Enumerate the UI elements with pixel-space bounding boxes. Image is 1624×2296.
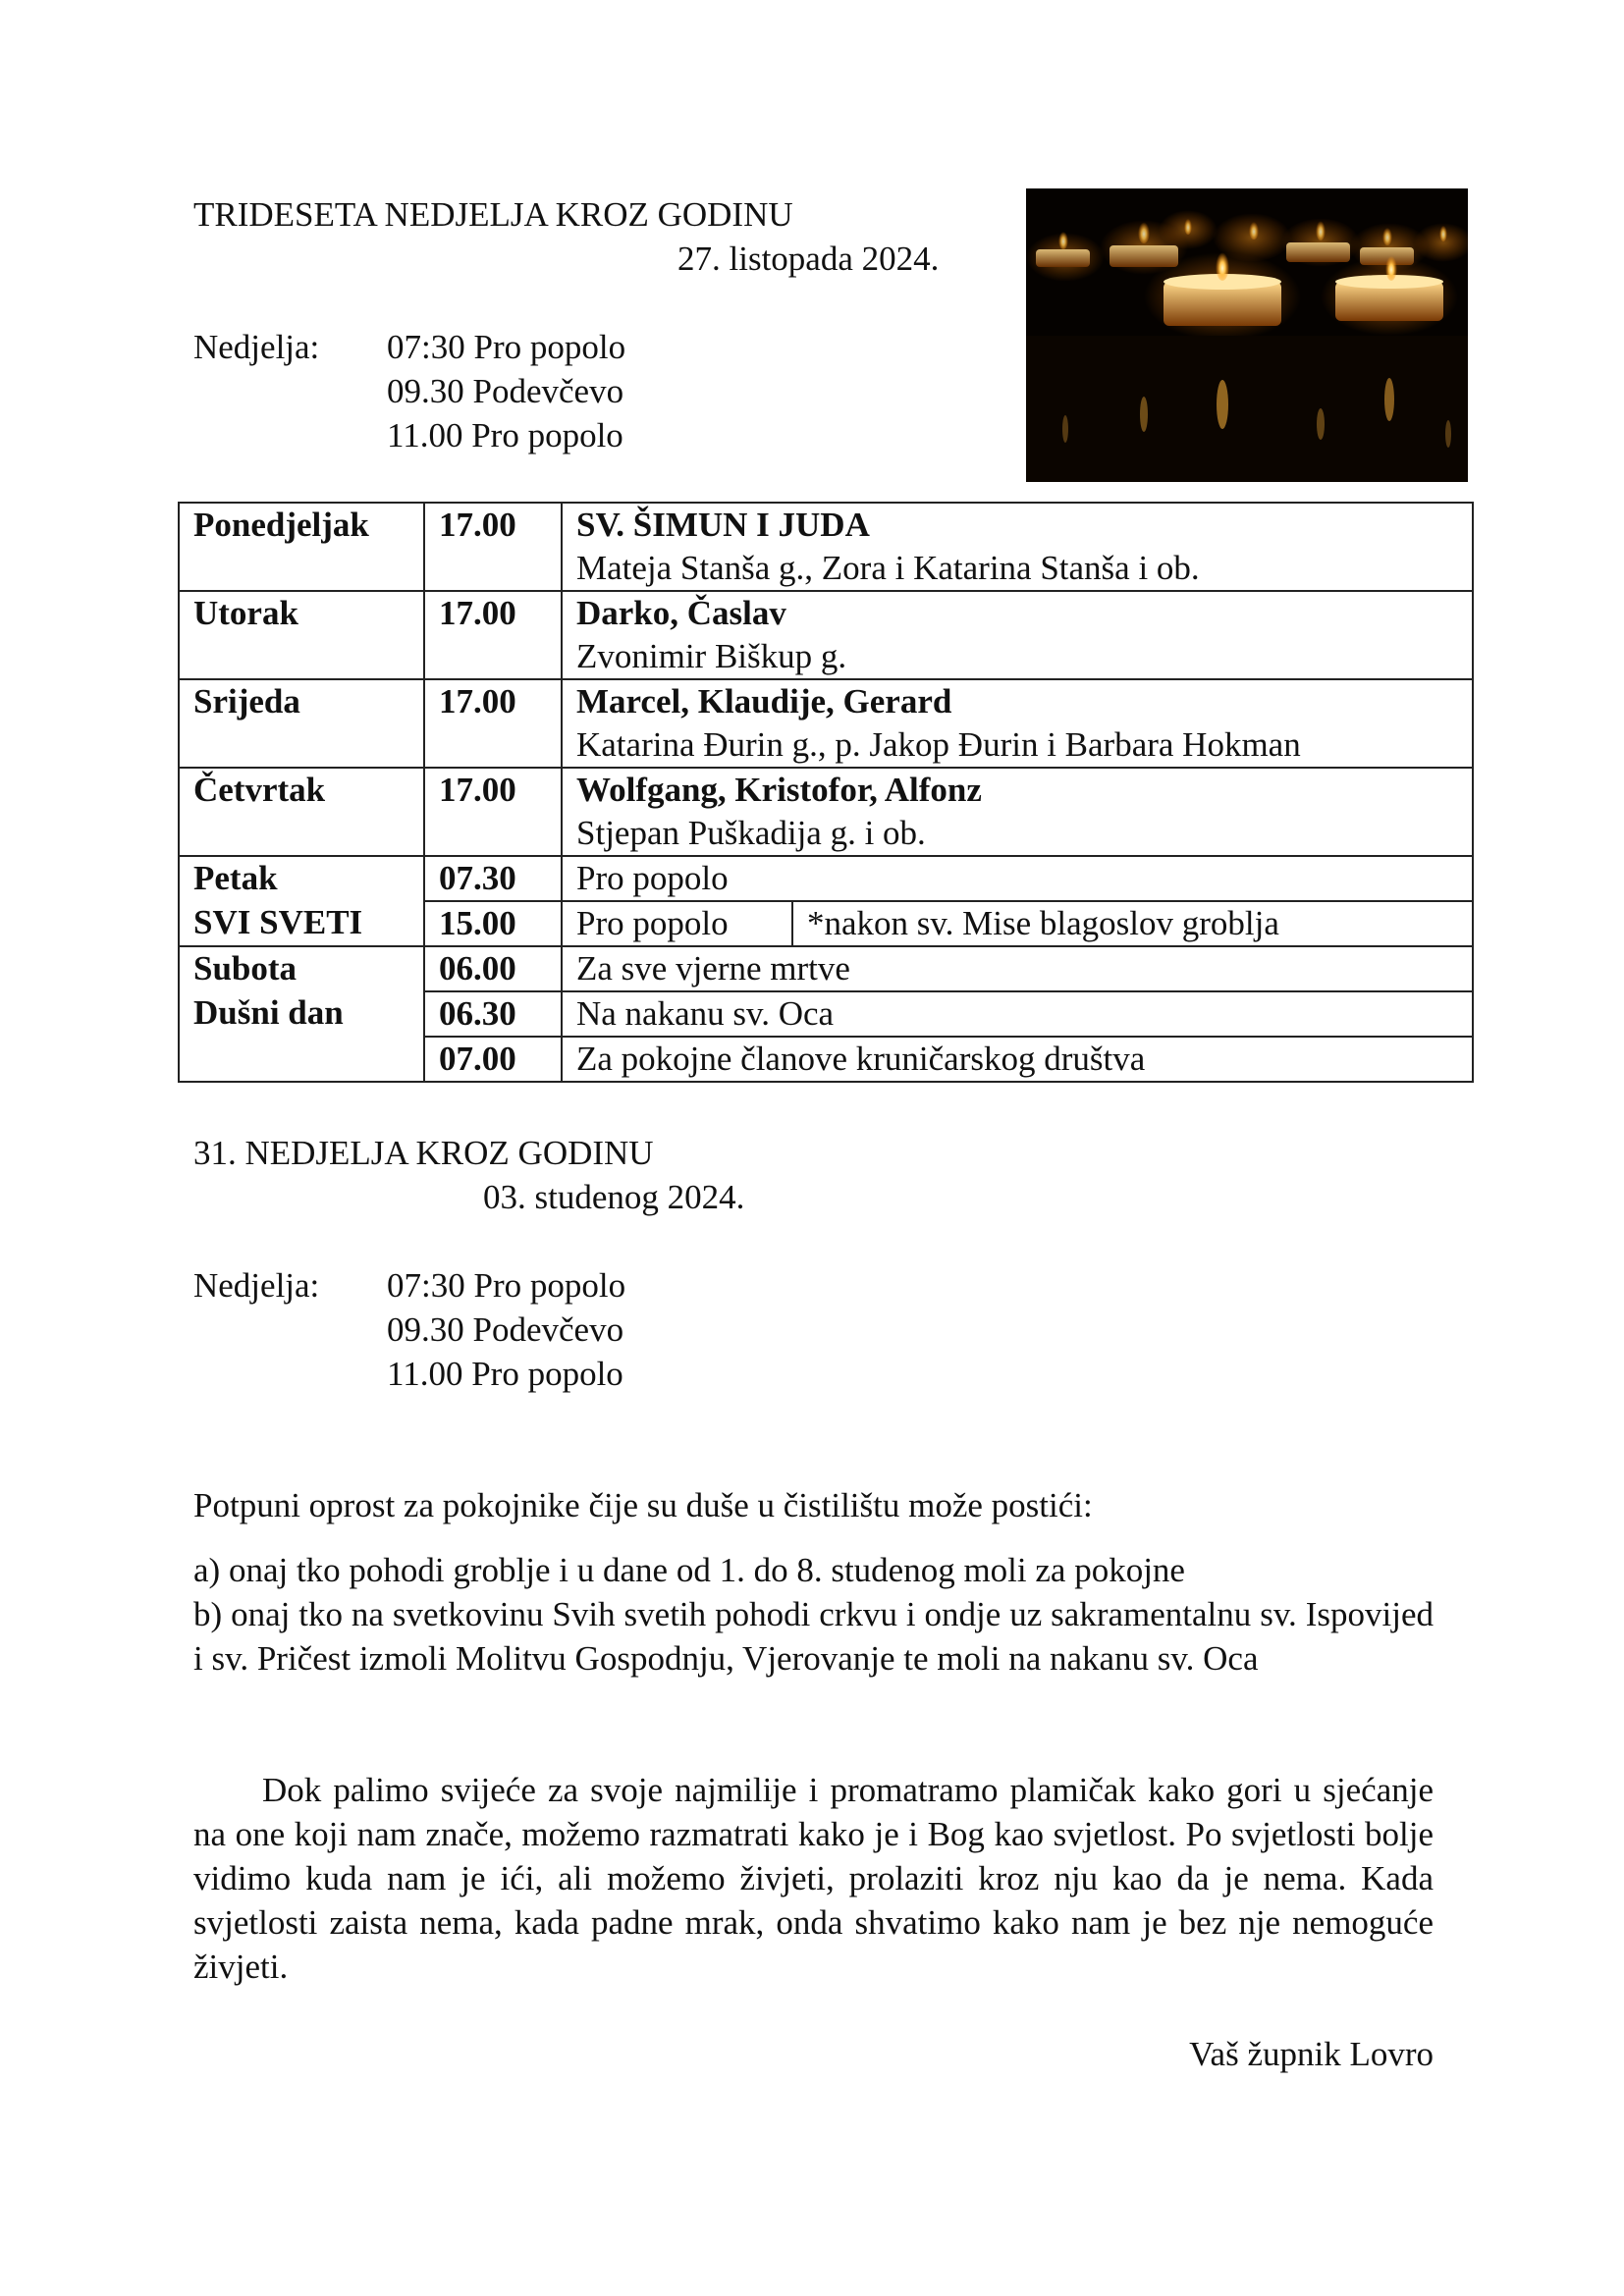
intention-cell [562, 901, 1473, 946]
week2-date: 03. studenog 2024. [483, 1178, 745, 1216]
day-cell: Ponedjeljak [179, 503, 424, 591]
table-row [179, 1037, 1473, 1082]
week1-mass-1: 07:30 Pro popolo [387, 328, 626, 366]
table-row [179, 991, 1473, 1037]
intention-text: Za sve vjerne mrtve [562, 946, 1473, 991]
intention-text: Na nakanu sv. Oca [562, 991, 1473, 1037]
week1-mass-3: 11.00 Pro popolo [387, 416, 623, 454]
day-cell: Dušni dan [179, 991, 424, 1037]
time-cell: 15.00 [424, 901, 562, 946]
day-cell: Utorak [179, 591, 424, 679]
day-cell: Četvrtak [179, 768, 424, 856]
week2-mass-1: 07:30 Pro popolo [387, 1266, 626, 1305]
saint-name: Wolfgang, Kristofor, Alfonz [576, 771, 982, 809]
week2-title: 31. NEDJELJA KROZ GODINU [193, 1134, 654, 1172]
time-cell: 17.00 [424, 503, 562, 591]
week1-sunday-label: Nedjelja: [193, 328, 320, 366]
time-cell: 06.30 [424, 991, 562, 1037]
time-cell: 17.00 [424, 768, 562, 856]
intention-cell [562, 679, 1473, 768]
day-cell: Subota [179, 946, 424, 991]
day-cell: SVI SVETI [179, 901, 424, 946]
intention-text: Katarina Đurin g., p. Jakop Đurin i Barbara Hokman [576, 725, 1301, 764]
week2-mass-2: 09.30 Podevčevo [387, 1310, 624, 1349]
time-cell: 06.00 [424, 946, 562, 991]
time-cell: 07.30 [424, 856, 562, 901]
time-cell: 07.00 [424, 1037, 562, 1082]
table-row [179, 901, 1473, 946]
day-cell: Petak [179, 856, 424, 901]
mass-schedule-table [178, 502, 1474, 1083]
indulgence-b: b) onaj tko na svetkovinu Svih svetih pohodi crkvu i ondje uz sakramentalnu sv. Ispovijed i sv. Pričest izmoli Molitvu Gospodnju, Vjerovanje te moli na nakanu sv. Oca [193, 1595, 1434, 1678]
intention-text: Za pokojne članove kruničarskog društva [562, 1037, 1473, 1082]
signature: Vaš župnik Lovro [1189, 2035, 1434, 2073]
table-row [179, 856, 1473, 901]
blessing-note: *nakon sv. Mise blagoslov groblja [807, 904, 1279, 942]
week1-title: TRIDESETA NEDJELJA KROZ GODINU [193, 195, 793, 234]
table-row [179, 946, 1473, 991]
saint-name: Marcel, Klaudije, Gerard [576, 682, 952, 721]
time-cell: 17.00 [424, 679, 562, 768]
table-row [179, 591, 1473, 679]
week1-mass-2: 09.30 Podevčevo [387, 372, 624, 410]
intention-text: Mateja Stanša g., Zora i Katarina Stanša i ob. [576, 549, 1200, 587]
intention-cell [562, 503, 1473, 591]
table-row [179, 768, 1473, 856]
week2-mass-3: 11.00 Pro popolo [387, 1355, 623, 1393]
intention-cell [562, 768, 1473, 856]
table-row [179, 503, 1473, 591]
day-cell-empty [179, 1037, 424, 1082]
intention-text: Pro popolo [563, 902, 793, 945]
week2-sunday-label: Nedjelja: [193, 1266, 320, 1305]
intention-cell [562, 591, 1473, 679]
saint-name: Darko, Časlav [576, 594, 786, 632]
saint-name: SV. ŠIMUN I JUDA [576, 506, 870, 544]
table-row [179, 679, 1473, 768]
indulgence-intro: Potpuni oprost za pokojnike čije su duše u čistilištu može postići: [193, 1486, 1093, 1524]
intention-text: Pro popolo [562, 856, 1473, 901]
time-cell: 17.00 [424, 591, 562, 679]
day-cell: Srijeda [179, 679, 424, 768]
reflection-paragraph: Dok palimo svijeće za svoje najmilije i promatramo plamičak kako gori u sjećanje na one koji nam znače, možemo razmatrati kako je i Bog kao svjetlost. Po svjetlosti bolje vidimo kuda nam je ići, ali možemo živjeti, prolaziti kroz nju kao da je nema. Kada svjetlosti zaista nema, kada padne mrak, onda shvatimo kako nam je bez nje nemoguće živjeti. [193, 1771, 1434, 1986]
candles-photo [1026, 188, 1468, 482]
intention-text: Stjepan Puškadija g. i ob. [576, 814, 926, 852]
intention-text: Zvonimir Biškup g. [576, 637, 847, 675]
week1-date: 27. listopada 2024. [677, 240, 940, 278]
indulgence-a: a) onaj tko pohodi groblje i u dane od 1. do 8. studenog moli za pokojne [193, 1551, 1185, 1589]
